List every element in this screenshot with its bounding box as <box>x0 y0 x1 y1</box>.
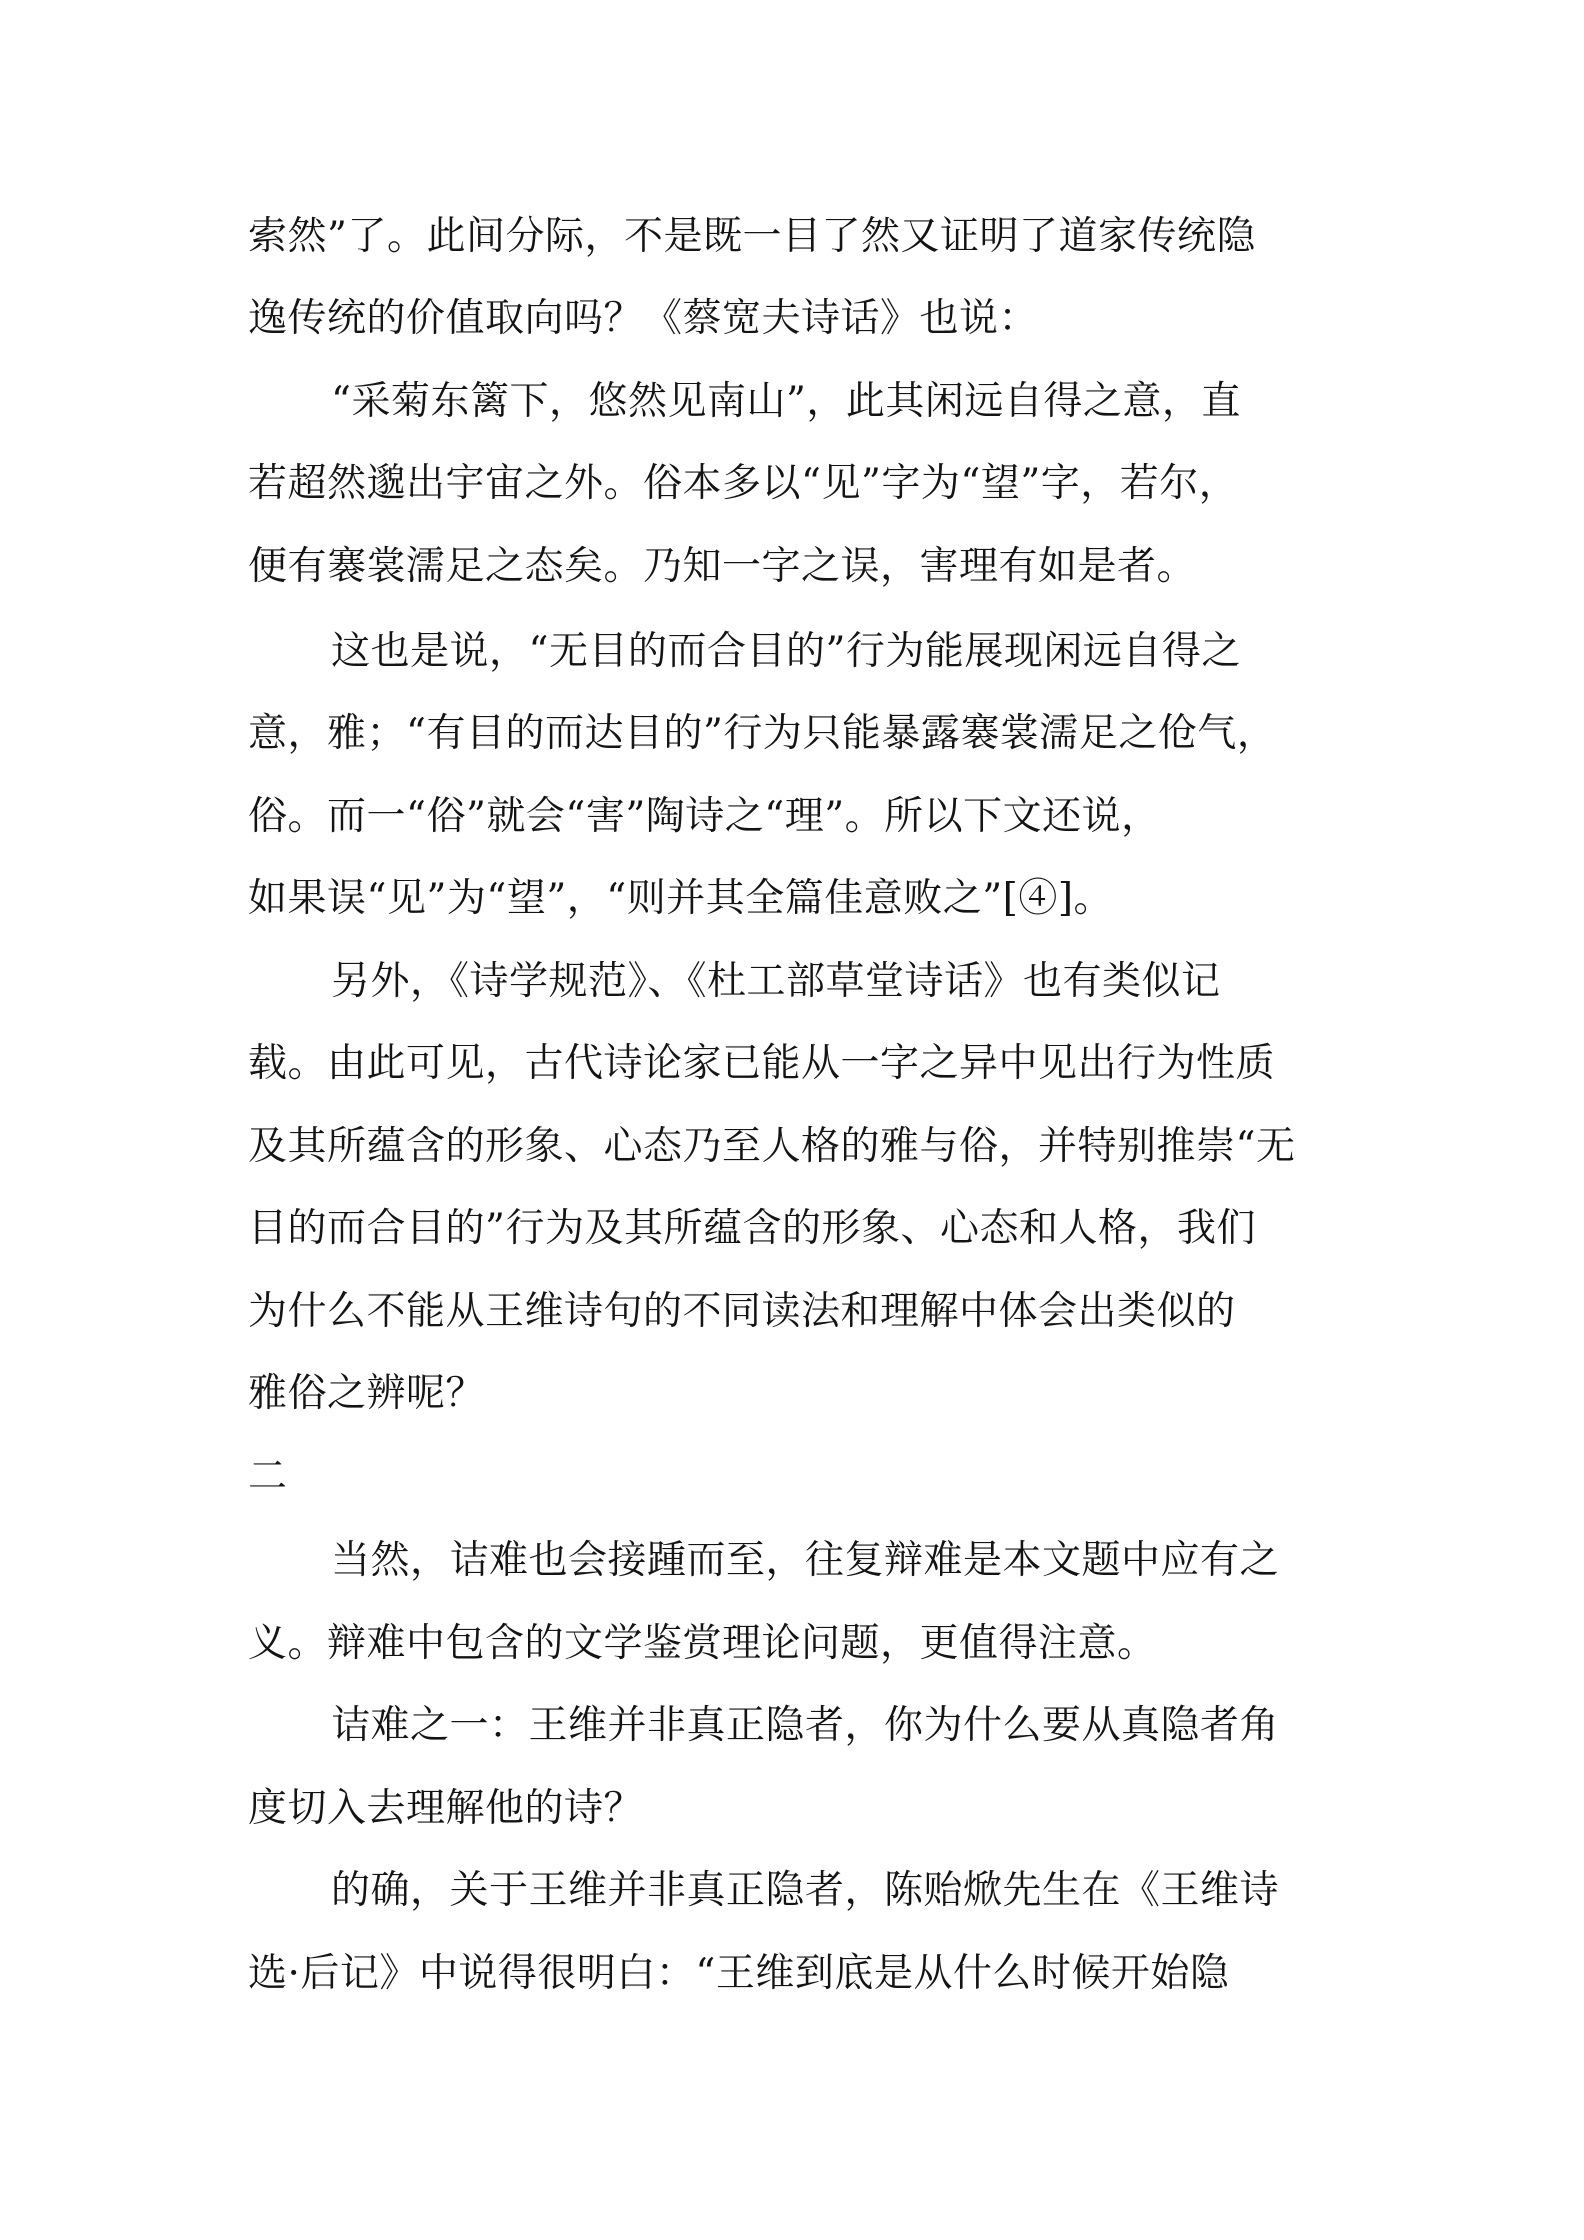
text-line-10: 另外，《诗学规范》、《杜工部草堂诗话》也有类似记 <box>331 959 1221 1004</box>
text-line-2: 逸传统的价值取向吗？《蔡宽夫诗话》也说： <box>248 296 1039 341</box>
text-line-1: 索然”了。此间分际，不是既一目了然又证明了道家传统隐 <box>248 214 1256 259</box>
text-line-17: 当然，诘难也会接踵而至，往复辩难是本文题中应有之 <box>331 1538 1280 1583</box>
text-line-6: 这也是说，“无目的而合目的”行为能展现闲远自得之 <box>331 629 1241 674</box>
text-line-4: 若超然邈出宇宙之外。俗本多以“见”字为“望”字，若尔， <box>248 461 1239 506</box>
text-line-11: 载。由此可见，古代诗论家已能从一字之异中见出行为性质 <box>248 1041 1276 1086</box>
text-line-13: 目的而合目的”行为及其所蕴含的形象、心态和人格，我们 <box>248 1206 1256 1251</box>
text-line-18: 义。辩难中包含的文学鉴赏理论问题，更值得注意。 <box>248 1621 1157 1666</box>
section-heading: 二 <box>248 1454 288 1499</box>
text-line-8: 俗。而一“俗”就会“害”陶诗之“理”。所以下文还说， <box>248 794 1161 839</box>
text-line-20: 度切入去理解他的诗？ <box>248 1786 644 1831</box>
text-line-19: 诘难之一：王维并非真正隐者，你为什么要从真隐者角 <box>331 1703 1280 1748</box>
text-line-5: 便有褰裳濡足之态矣。乃知一字之误，害理有如是者。 <box>248 544 1197 589</box>
text-line-3: “采菊东篱下，悠然见南山”，此其闲远自得之意，直 <box>331 379 1241 424</box>
text-line-15: 雅俗之辨呢？ <box>248 1371 486 1416</box>
text-line-14: 为什么不能从王维诗句的不同读法和理解中体会出类似的 <box>248 1289 1236 1334</box>
text-line-12: 及其所蕴含的形象、心态乃至人格的雅与俗，并特别推崇“无 <box>248 1124 1296 1169</box>
text-line-22: 选·后记》中说得很明白：“王维到底是从什么时候开始隐 <box>248 1951 1230 1996</box>
text-line-7: 意，雅；“有目的而达目的”行为只能暴露褰裳濡足之伧气， <box>248 711 1277 756</box>
text-line-9: 如果误“见”为“望”，“则并其全篇佳意败之”[④]。 <box>248 876 1114 921</box>
text-line-21: 的确，关于王维并非真正隐者，陈贻焮先生在《王维诗 <box>331 1868 1280 1913</box>
